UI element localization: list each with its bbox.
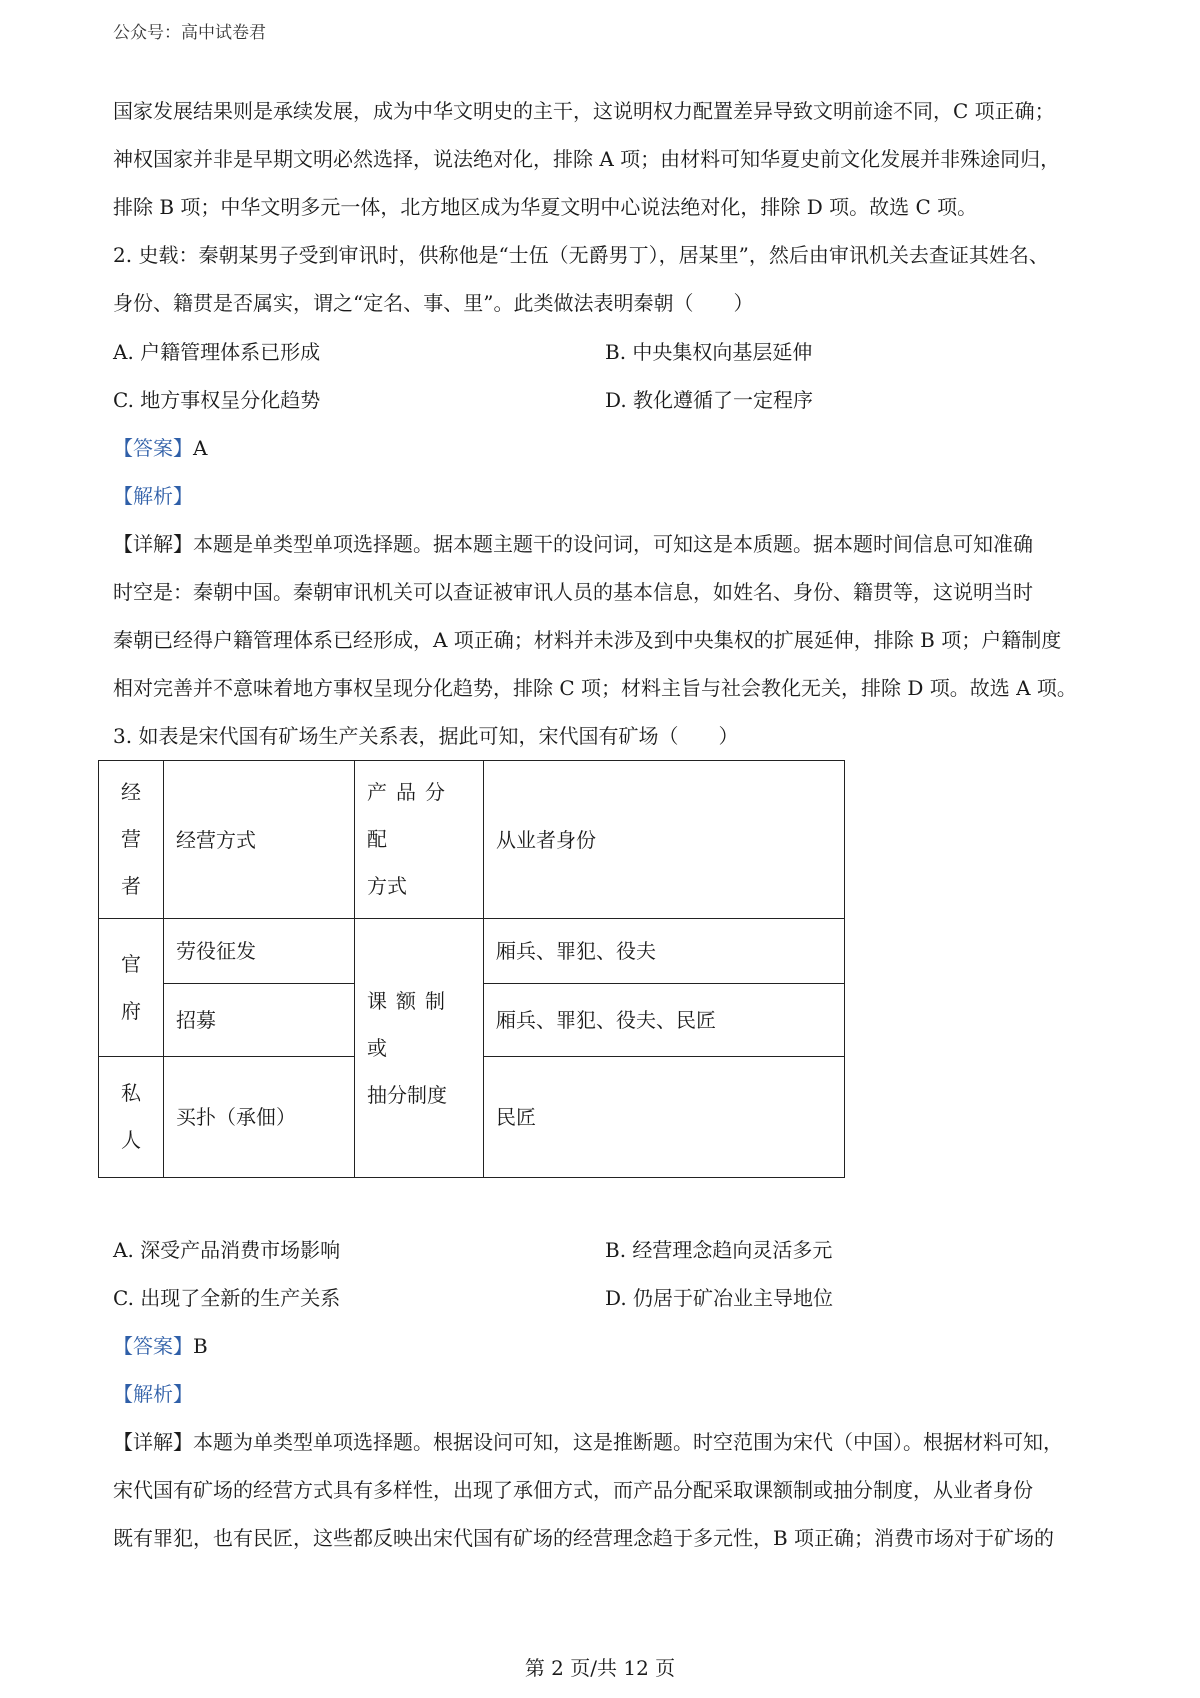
- method-contract: 买扑（承佃）: [164, 1057, 355, 1178]
- method-recruit: 招募: [164, 984, 355, 1057]
- mining-table: [98, 760, 845, 1178]
- operator-government: 官 府: [99, 919, 164, 1057]
- answer-tag: 【答案】: [113, 436, 193, 460]
- source-header: 公众号：高中试卷君: [113, 23, 266, 43]
- question-stem: 身份、籍贯是否属实，谓之“定名、事、里”。此类做法表明秦朝（ ）: [113, 291, 754, 315]
- header-identity: 从业者身份: [484, 761, 845, 919]
- detail-line: 宋代国有矿场的经营方式具有多样性，出现了承佃方式，而产品分配采取课额制或抽分制度，从业者身份: [113, 1478, 1033, 1502]
- table-header-row: [99, 761, 845, 919]
- analysis-tag: 【解析】: [113, 484, 193, 508]
- option-a: A. 深受产品消费市场影响: [113, 1238, 341, 1262]
- detail-line: 秦朝已经得户籍管理体系已经形成，A 项正确；材料并未涉及到中央集权的扩展延伸，排除 B 项；户籍制度: [113, 628, 1062, 652]
- identity-cell: 厢兵、罪犯、役夫: [484, 919, 845, 984]
- detail-line: 既有罪犯，也有民匠，这些都反映出宋代国有矿场的经营理念趋于多元性，B 项正确；消费市场对于矿场的: [113, 1526, 1055, 1550]
- text-line: 国家发展结果则是承续发展，成为中华文明史的主干，这说明权力配置差异导致文明前途不同，C 项正确；: [113, 99, 1055, 123]
- answer-line: [113, 435, 207, 461]
- identity-cell: 民匠: [484, 1057, 845, 1178]
- header-method: 经营方式: [164, 761, 355, 919]
- question-stem: 2. 史载：秦朝某男子受到审讯时，供称他是“士伍（无爵男丁），居某里”，然后由审讯机关去查证其姓名、: [113, 243, 1049, 267]
- answer-value: B: [193, 1334, 208, 1358]
- option-d: D. 仍居于矿冶业主导地位: [605, 1286, 834, 1310]
- table-row: [99, 919, 845, 984]
- detail-line: 【详解】本题是单类型单项选择题。据本题主题干的设问词，可知这是本质题。据本题时间信息可知准确: [113, 532, 1033, 556]
- method-corvee: 劳役征发: [164, 919, 355, 984]
- detail-line: 【详解】本题为单类型单项选择题。根据设问可知，这是推断题。时空范围为宋代（中国）。根据材料可知，: [113, 1430, 1063, 1454]
- option-c: C. 地方事权呈分化趋势: [113, 388, 321, 412]
- detail-line: 相对完善并不意味着地方事权呈现分化趋势，排除 C 项；材料主旨与社会教化无关，排除 D 项。故选 A 项。: [113, 676, 1077, 700]
- option-c: C. 出现了全新的生产关系: [113, 1286, 341, 1310]
- option-b: B. 中央集权向基层延伸: [605, 340, 813, 364]
- identity-cell: 厢兵、罪犯、役夫、民匠: [484, 984, 845, 1057]
- page-number: 第 2 页/共 12 页: [524, 1656, 676, 1680]
- answer-tag: 【答案】: [113, 1334, 193, 1358]
- header-distribution: 产品分配 方式: [355, 761, 484, 919]
- text-line: 神权国家并非是早期文明必然选择，说法绝对化，排除 A 项；由材料可知华夏史前文化发展并非殊途同归，: [113, 147, 1061, 171]
- option-a: A. 户籍管理体系已形成: [113, 340, 321, 364]
- option-b: B. 经营理念趋向灵活多元: [605, 1238, 833, 1262]
- option-d: D. 教化遵循了一定程序: [605, 388, 814, 412]
- text-line: 排除 B 项；中华文明多元一体，北方地区成为华夏文明中心说法绝对化，排除 D 项。故选 C 项。: [113, 195, 978, 219]
- header-operator: 经 营 者: [99, 761, 164, 919]
- operator-private: 私 人: [99, 1057, 164, 1178]
- analysis-tag: 【解析】: [113, 1382, 193, 1406]
- question-stem: 3. 如表是宋代国有矿场生产关系表，据此可知，宋代国有矿场（ ）: [113, 724, 739, 748]
- answer-line: [113, 1333, 208, 1359]
- distribution-cell: 课额制或 抽分制度: [355, 919, 484, 1178]
- answer-value: A: [193, 436, 208, 460]
- detail-line: 时空是：秦朝中国。秦朝审讯机关可以查证被审讯人员的基本信息，如姓名、身份、籍贯等，这说明当时: [113, 580, 1033, 604]
